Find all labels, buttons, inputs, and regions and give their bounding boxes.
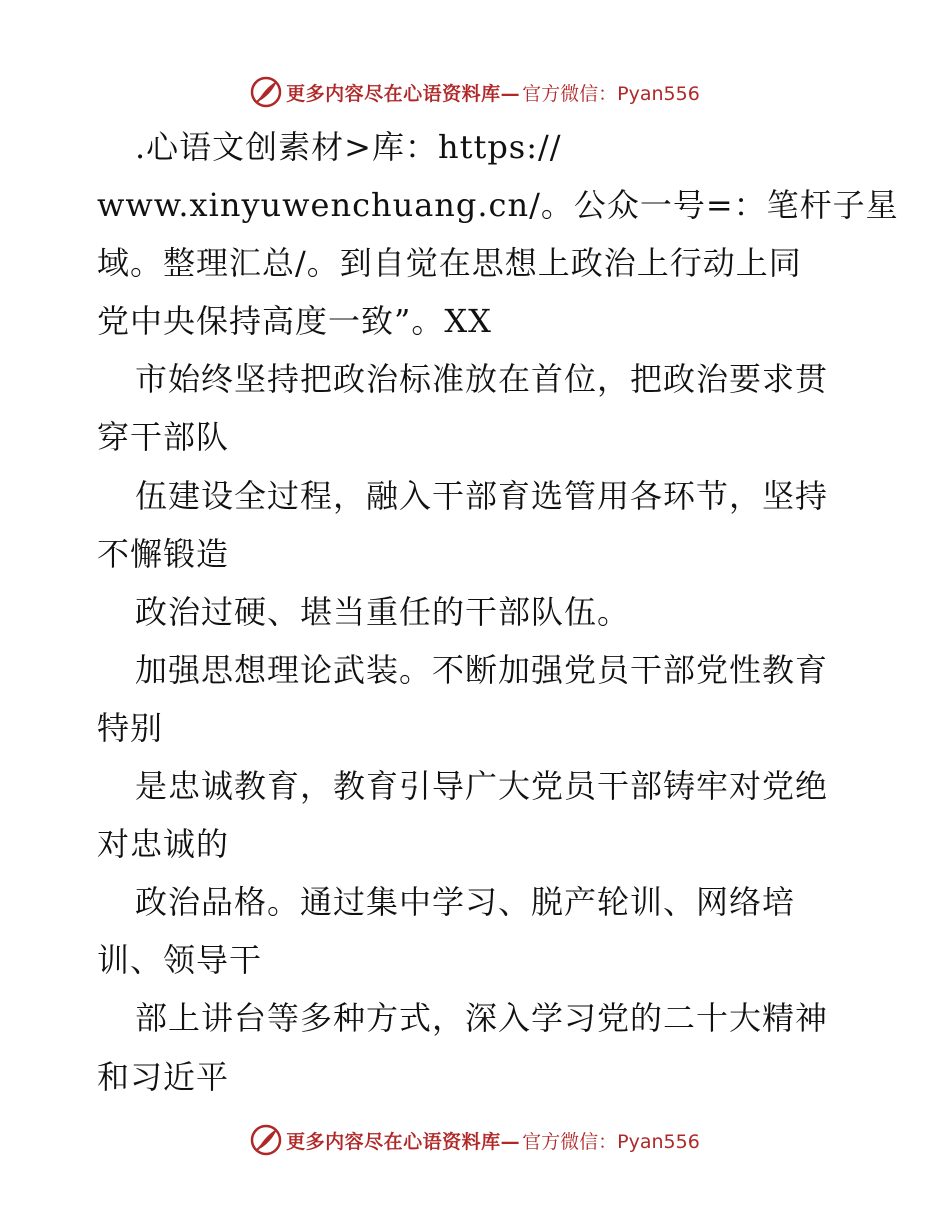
document-body <box>97 118 899 1106</box>
footer-banner <box>0 1120 950 1160</box>
body-line: 伍建设全过程，融入干部育选管用各环节，坚持 <box>135 476 829 515</box>
body-line: www.xinyuwenchuang.cn/。公众一号=：笔杆子星 <box>97 186 899 225</box>
body-line: 是忠诚教育，教育引导广大党员干部铸牢对党绝 <box>135 767 829 806</box>
header-banner <box>0 72 950 112</box>
header-banner-contact: 官方微信：Pyan556 <box>522 82 700 105</box>
body-line: 特别 <box>97 708 164 747</box>
footer-banner-contact: 官方微信：Pyan556 <box>522 1130 700 1153</box>
body-line: 和习近平 <box>97 1057 230 1096</box>
feather-pen-logo-icon <box>250 1124 282 1156</box>
header-banner-text: 更多内容尽在心语资料库— <box>286 82 521 105</box>
footer-banner-text: 更多内容尽在心语资料库— <box>286 1130 521 1153</box>
body-line: 政治品格。通过集中学习、脱产轮训、网络培 <box>135 883 796 922</box>
body-line: 训、领导干 <box>97 941 263 980</box>
body-line: 部上讲台等多种方式，深入学习党的二十大精神 <box>135 999 829 1038</box>
body-line: 对忠诚的 <box>97 825 230 864</box>
body-line: .心语文创素材>库：https:// <box>135 128 562 166</box>
body-line: 域。整理汇总/。到自觉在思想上政治上行动上同 <box>97 244 802 283</box>
body-line: 党中央保持高度一致”。XX <box>97 302 492 341</box>
body-line: 政治过硬、堪当重任的干部队伍。 <box>135 592 631 631</box>
body-line: 市始终坚持把政治标准放在首位，把政治要求贯 <box>135 360 829 399</box>
body-line: 穿干部队 <box>97 418 230 457</box>
body-line: 加强思想理论武装。不断加强党员干部党性教育 <box>135 650 829 689</box>
body-line: 不懈锻造 <box>97 534 230 573</box>
feather-pen-logo-icon <box>250 76 282 108</box>
